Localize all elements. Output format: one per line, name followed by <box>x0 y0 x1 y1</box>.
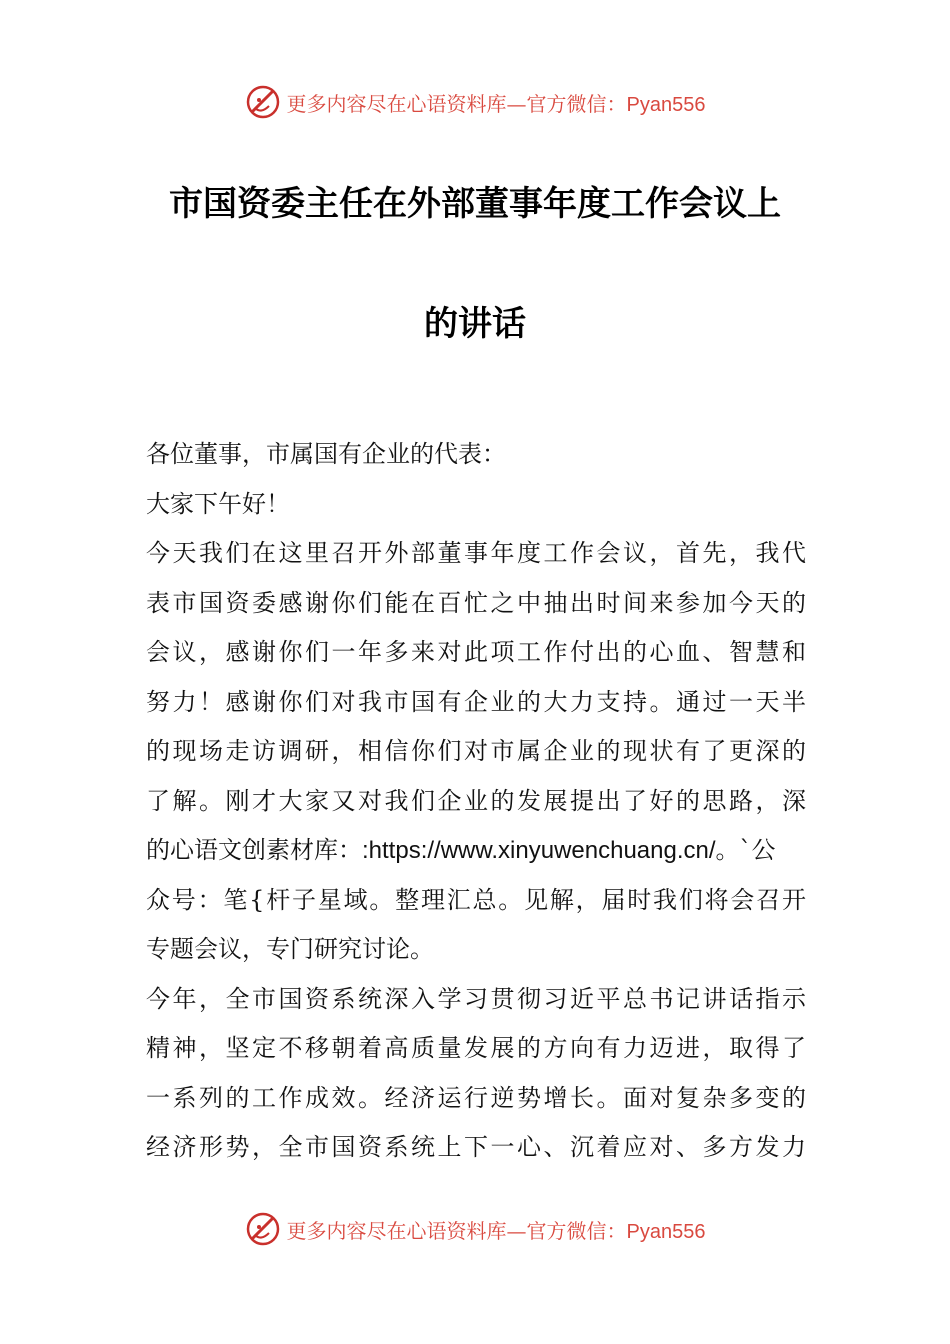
body-line: 众号：笔{杆子星域。整理汇总。见解，届时我们将会召开 <box>146 885 806 914</box>
body-line: 的心语文创素材库：:https://www.xinyuwenchuang.cn/。`公 <box>146 836 776 864</box>
body-line: 的现场走访调研，相信你们对市属企业的现状有了更深的 <box>146 737 806 765</box>
banner-text: 更多内容尽在心语资料库—官方微信：Pyan556 <box>286 91 706 116</box>
document-title-line-1: 市国资委主任在外部董事年度工作会议上 <box>169 184 781 224</box>
banner-text: 更多内容尽在心语资料库—官方微信：Pyan556 <box>286 1218 706 1243</box>
pen-logo-icon <box>245 84 281 120</box>
footer-banner <box>0 1207 950 1251</box>
document-title-line-2: 的讲话 <box>424 304 526 344</box>
document-body <box>146 430 806 1173</box>
body-line: 会议，感谢你们一年多来对此项工作付出的心血、智慧和 <box>146 638 806 666</box>
body-line: 经济形势，全市国资系统上下一心、沉着应对、多方发力 <box>146 1133 806 1161</box>
body-line: 专题会议，专门研究讨论。 <box>146 935 434 963</box>
body-line: 今天我们在这里召开外部董事年度工作会议，首先，我代 <box>146 539 806 567</box>
body-line: 表市国资委感谢你们能在百忙之中抽出时间来参加今天的 <box>146 588 806 617</box>
pen-logo-icon <box>245 1211 281 1247</box>
body-line: 一系列的工作成效。经济运行逆势增长。面对复杂多变的 <box>146 1083 806 1112</box>
body-line: 各位董事，市属国有企业的代表： <box>146 440 506 468</box>
body-line: 努力！感谢你们对我市国有企业的大力支持。通过一天半 <box>146 687 806 716</box>
body-line: 精神，坚定不移朝着高质量发展的方向有力迈进，取得了 <box>146 1034 806 1062</box>
body-line: 了解。刚才大家又对我们企业的发展提出了好的思路，深 <box>146 786 806 815</box>
body-line: 今年，全市国资系统深入学习贯彻习近平总书记讲话指示 <box>146 984 806 1013</box>
wechat-handle: Pyan556 <box>626 93 706 116</box>
header-banner <box>0 80 950 124</box>
body-line: 大家下午好！ <box>146 489 290 518</box>
wechat-handle: Pyan556 <box>626 1220 706 1243</box>
source-url[interactable]: :https://www.xinyuwenchuang.cn/ <box>362 837 716 864</box>
